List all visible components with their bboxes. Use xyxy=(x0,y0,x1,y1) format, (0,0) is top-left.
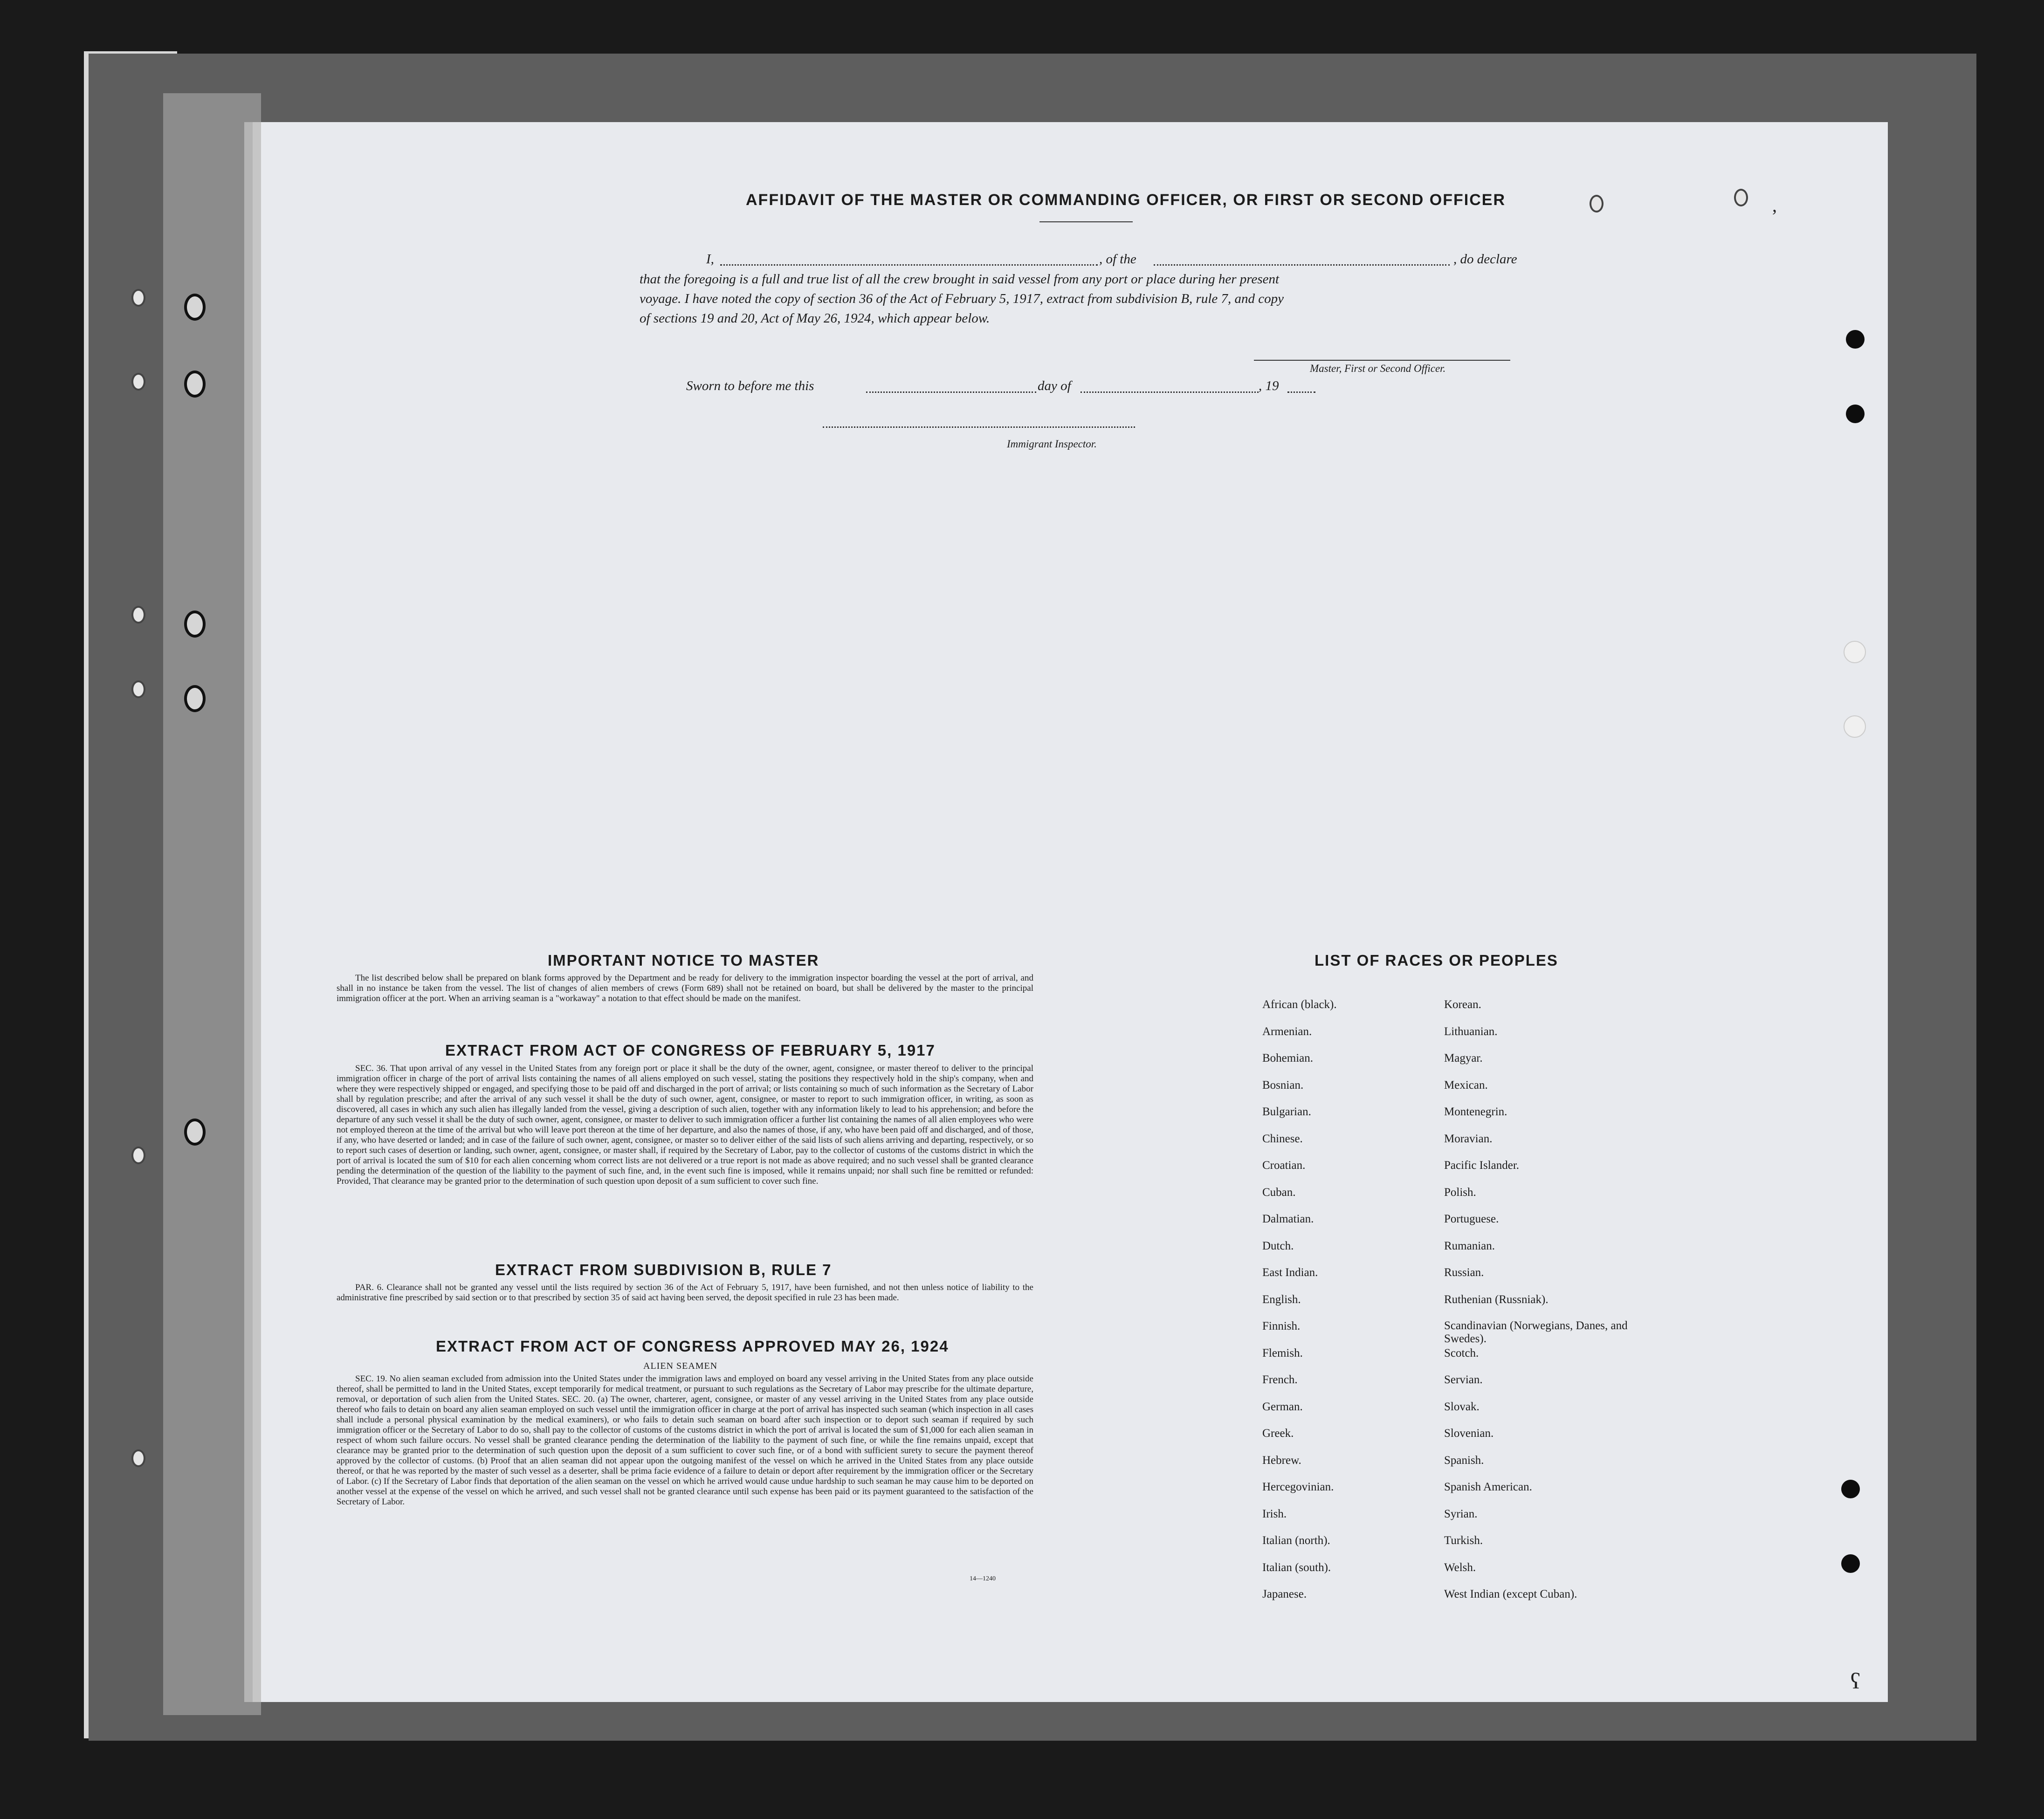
races-right-column xyxy=(1444,991,1649,1608)
binder-hole-icon xyxy=(131,680,145,698)
race-entry: Dutch. xyxy=(1262,1239,1294,1252)
race-entry: Irish. xyxy=(1262,1507,1287,1520)
race-entry: Magyar. xyxy=(1444,1052,1483,1064)
punch-hole-icon xyxy=(1846,330,1865,349)
race-entry: Hebrew. xyxy=(1262,1454,1301,1467)
race-entry: French. xyxy=(1262,1373,1298,1386)
race-entry: English. xyxy=(1262,1293,1301,1306)
pencil-mark: ʼ xyxy=(1771,206,1778,227)
race-entry: East Indian. xyxy=(1262,1266,1318,1279)
race-entry: Syrian. xyxy=(1444,1507,1478,1520)
race-entry: African (black). xyxy=(1262,998,1337,1011)
punch-hole-icon xyxy=(1841,1480,1860,1498)
race-entry: Chinese. xyxy=(1262,1132,1303,1145)
extract-1917-title: EXTRACT FROM ACT OF CONGRESS OF FEBRUARY 5, 1917 xyxy=(445,1042,936,1059)
race-entry: Rumanian. xyxy=(1444,1239,1495,1252)
race-entry: Mexican. xyxy=(1444,1078,1488,1091)
race-entry: Finnish. xyxy=(1262,1320,1301,1332)
races-title: LIST OF RACES OR PEOPLES xyxy=(1314,952,1558,969)
race-entry: Ruthenian (Russniak). xyxy=(1444,1293,1548,1306)
master-label: Master, First or Second Officer. xyxy=(1310,363,1446,374)
race-entry: Bohemian. xyxy=(1262,1052,1314,1064)
race-entry: Hercegovinian. xyxy=(1262,1481,1334,1493)
race-entry: Moravian. xyxy=(1444,1132,1493,1145)
race-entry: Japanese. xyxy=(1262,1588,1307,1600)
race-entry: Bosnian. xyxy=(1262,1078,1304,1091)
race-entry: Korean. xyxy=(1444,998,1481,1011)
sworn-day-line[interactable] xyxy=(866,391,1036,393)
race-entry: Spanish. xyxy=(1444,1454,1484,1467)
alien-seamen-subtitle: ALIEN SEAMEN xyxy=(643,1361,718,1371)
declaration-i: I, xyxy=(706,252,714,267)
declaration-paragraph-2: voyage. I have noted the copy of section 36 of the Act of February 5, 1917, extract from subdivision B, rule 7, and copy xyxy=(640,291,1284,306)
form-number: 14—1240 xyxy=(970,1575,996,1582)
race-entry: German. xyxy=(1262,1400,1303,1413)
year-text: , 19 xyxy=(1259,378,1279,393)
pencil-mark: ʕ xyxy=(1851,1669,1861,1694)
day-of-text: day of xyxy=(1038,378,1071,393)
race-entry: Welsh. xyxy=(1444,1561,1476,1574)
inspector-signature-line[interactable] xyxy=(823,426,1135,428)
sworn-text: Sworn to before me this xyxy=(686,378,814,393)
binder-ring-icon xyxy=(184,611,206,638)
races-left-column xyxy=(1262,991,1439,1608)
binding-shadow xyxy=(163,93,261,1715)
punch-hole-icon xyxy=(1844,641,1866,663)
race-entry: Servian. xyxy=(1444,1373,1483,1386)
binder-hole-icon xyxy=(131,606,145,624)
race-entry: Lithuanian. xyxy=(1444,1025,1498,1038)
race-entry: Italian (north). xyxy=(1262,1534,1330,1547)
declaration-paragraph-3: of sections 19 and 20, Act of May 26, 1924, which appear below. xyxy=(640,311,990,326)
binder-ring-icon xyxy=(184,1119,206,1146)
race-entry: Flemish. xyxy=(1262,1346,1303,1359)
vessel-line[interactable] xyxy=(1154,264,1450,266)
binder-hole-icon xyxy=(131,373,145,391)
race-entry: Turkish. xyxy=(1444,1534,1483,1547)
binder-hole-icon xyxy=(131,1146,145,1164)
binder-hole-icon xyxy=(131,289,145,307)
binder-ring-icon xyxy=(184,685,206,712)
subdivision-b-title: EXTRACT FROM SUBDIVISION B, RULE 7 xyxy=(495,1261,832,1278)
race-entry: Croatian. xyxy=(1262,1159,1306,1172)
race-entry: Dalmatian. xyxy=(1262,1213,1314,1225)
title-rule xyxy=(1039,221,1133,222)
race-entry: Portuguese. xyxy=(1444,1213,1499,1225)
race-entry: Montenegrin. xyxy=(1444,1105,1507,1118)
race-entry: Italian (south). xyxy=(1262,1561,1331,1574)
extract-1924-title: EXTRACT FROM ACT OF CONGRESS APPROVED MAY 26, 1924 xyxy=(436,1338,949,1355)
sworn-year-line[interactable] xyxy=(1287,391,1315,393)
race-entry: Slovak. xyxy=(1444,1400,1480,1413)
race-entry: Polish. xyxy=(1444,1186,1476,1199)
race-entry: Scandinavian (Norwegians, Danes, and Swedes). xyxy=(1444,1319,1628,1345)
punch-hole-icon xyxy=(1734,189,1748,206)
declaration-of-the: , of the xyxy=(1099,252,1136,267)
binder-hole-icon xyxy=(131,1449,145,1467)
binder-ring-icon xyxy=(184,294,206,321)
race-entry: Armenian. xyxy=(1262,1025,1312,1038)
notice-text: The list described below shall be prepared on blank forms approved by the Department and be ready for delivery to the immigration inspector boarding the vessel at the port of arrival, and shall in no instance be taken from the vessel. The list of changes of alien members of crews (Form 689) shall not be retained on board, but shall be delivered by the master to the principal immigration officer at the port. When an arriving seaman is a "workaway" a notation to that effect should be made on the manifest. xyxy=(337,973,1033,1003)
master-signature-line[interactable] xyxy=(1254,360,1510,361)
race-entry: Greek. xyxy=(1262,1427,1294,1440)
subdivision-b-text: PAR. 6. Clearance shall not be granted any vessel until the lists required by section 36 of the Act of February 5, 1917, have been furnished, and not then unless notice of liability to the administrative fine prescribed by said section or to that prescribed by section 35 of said act having been served, the deposit specified in rule 23 has been made. xyxy=(337,1283,1033,1303)
race-entry: Slovenian. xyxy=(1444,1427,1494,1440)
race-entry: Bulgarian. xyxy=(1262,1105,1311,1118)
punch-hole-icon xyxy=(1846,405,1865,423)
extract-1917-text: SEC. 36. That upon arrival of any vessel in the United States from any foreign port or place it shall be the duty of the owner, agent, consignee, or master thereof to deliver to the principal immigration officer in charge of the port of arrival lists containing the names of all aliens employed on such vessel, stating the positions they respectively hold in the ship's company, when and where they were respectively shipped or engaged, and specifying those to be paid off and discharged in the port of arrival; or lists containing so much of such information as the Secretary of Labor shall by regulation prescribe; and after the arrival of any such vessel it shall be the duty of such owner, agent, consignee, or master to report to such immigration officer, in writing, as soon as discovered, all cases in which any such alien has illegally landed from the vessel, giving a description of such alien, together with any information likely to lead to his apprehension; and before the departure of any such vessel it shall be the duty of such owner, agent, consignee, or master to deliver to such immigration officer a further list containing the names of all alien employees who were not employed thereon at the time of the arrival but who will leave port thereon at the time of her departure, and also the names of those, if any, who have been paid off and discharged, and of those, if any, who have deserted or landed; and in case of the failure of such owner, agent, consignee, or master so to deliver either of the said lists of such aliens arriving and departing, respectively, or so to report such cases of desertion or landing, such owner, agent, consignee, or master shall, if required by the Secretary of Labor, pay to the collector of customs of the customs district in which the port of arrival is located the sum of $10 for each alien concerning whom correct lists are not delivered or a true report is not made as above required; and no such vessel shall be granted clearance pending the determination of the question of the liability to the payment of such fine, and, in the event such fine is imposed, while it remains unpaid; nor shall such fine be remitted or refunded: Provided, That clearance may be granted prior to the determination of such question upon deposit of a sum sufficient to cover such fine. xyxy=(337,1064,1033,1186)
race-entry: Scotch. xyxy=(1444,1346,1479,1359)
punch-hole-icon xyxy=(1590,195,1604,213)
declaration-do-declare: , do declare xyxy=(1453,252,1517,267)
affidavit-title: AFFIDAVIT OF THE MASTER OR COMMANDING OFFICER, OR FIRST OR SECOND OFFICER xyxy=(746,191,1506,209)
punch-hole-icon xyxy=(1841,1554,1860,1573)
race-entry: West Indian (except Cuban). xyxy=(1444,1588,1577,1600)
extract-1924-text: SEC. 19. No alien seaman excluded from admission into the United States under the immigration laws and employed on board any vessel arriving in the United States from any place outside thereof, shall be permitted to land in the United States, except temporarily for medical treatment, or pursuant to such regulations as the Secretary of Labor may prescribe for the ultimate departure, removal, or deportation of such alien from the United States. SEC. 20. (a) The owner, charterer, agent, consignee, or master of any vessel arriving in the United States from any place outside thereof who fails to detain on board any alien seaman employed on such vessel until the immigration officer in charge at the port of arrival has inspected such seaman (which inspection in all cases shall include a personal physical examination by the medical examiners), or who fails to detain such seaman on board after such inspection or to deport such seaman if required by such immigration officer or the Secretary of Labor to do so, shall pay to the collector of customs of the customs district in which the port of arrival is located the sum of $1,000 for each alien seaman in respect of whom such failure occurs. No vessel shall be granted clearance pending the determination of the liability to the payment of such fine, or while the fine remains unpaid, except that clearance may be granted prior to the determination of such question upon the deposit of a sum sufficient to cover such fine, or of a bond with sufficient surety to secure the payment thereof approved by the collector of customs. (b) Proof that an alien seaman did not appear upon the outgoing manifest of the vessel on which he arrived in the United States from any place outside thereof, or that he was reported by the master of such vessel as a deserter, shall be prima facie evidence of a failure to detain or deport after requirement by the immigration officer or the Secretary of Labor. (c) If the Secretary of Labor finds that deportation of the alien seaman on the vessel on which he arrived would cause undue hardship to such seaman he may cause him to be deported on another vessel at the expense of the vessel on which he arrived, and such vessel shall not be granted clearance until such expense has been paid or its payment guaranteed to the satisfaction of the Secretary of Labor. xyxy=(337,1374,1033,1507)
binder-ring-icon xyxy=(184,371,206,398)
name-line[interactable] xyxy=(720,264,1098,266)
notice-title: IMPORTANT NOTICE TO MASTER xyxy=(548,952,819,969)
race-entry: Spanish American. xyxy=(1444,1481,1532,1493)
declaration-paragraph-1: that the foregoing is a full and true list of all the crew brought in said vessel from any port or place during her present xyxy=(640,272,1280,287)
punch-hole-icon xyxy=(1844,715,1866,738)
race-entry: Cuban. xyxy=(1262,1186,1296,1199)
inspector-label: Immigrant Inspector. xyxy=(1007,438,1097,450)
sworn-month-line[interactable] xyxy=(1080,391,1259,393)
race-entry: Pacific Islander. xyxy=(1444,1159,1520,1172)
race-entry: Russian. xyxy=(1444,1266,1484,1279)
